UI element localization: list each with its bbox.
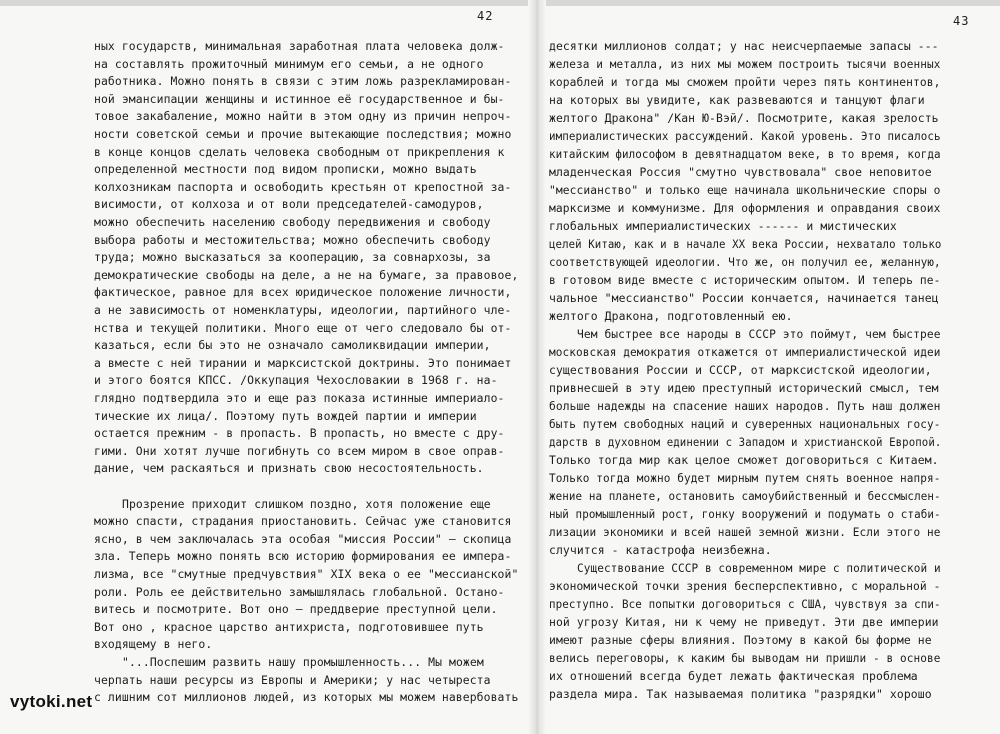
text-line: экономической точки зрения бесперспективно, с моральной - bbox=[549, 579, 941, 593]
page-number-right: 43 bbox=[953, 14, 970, 28]
text-line: ной эмансипации женщины и истинное её государственное и бы- bbox=[94, 91, 505, 106]
text-line: железа и металла, из них мы можем построить тысячи военных bbox=[549, 57, 941, 71]
text-line: московская демократия откажется от империалистической идеи bbox=[549, 345, 941, 359]
text-line: можно обеспечить населению свободу передвижения и свободу bbox=[94, 215, 491, 229]
text-line: в конце концов сделать человека свободным от прикрепления к bbox=[94, 144, 505, 159]
text-line: глядно подтвердила это и еще раз показа истинные империало- bbox=[94, 391, 505, 405]
text-line: десятки миллионов солдат; у нас неисчерпаемые запасы --- bbox=[549, 39, 939, 53]
text-line: черпать наши ресурсы из Европы и Америки; у нас четыреста bbox=[94, 672, 491, 687]
text-line: Существование СССР в современном мире с политической и bbox=[577, 561, 941, 575]
text-line: их отношений всегда будет лежать фактическая проблема bbox=[549, 669, 918, 683]
text-line: остается прежним - в пропасть. В пропасть, но вместе с дру- bbox=[94, 426, 505, 441]
text-line: ной угрозу Китая, ни к чему не приведут. Эти две империи bbox=[549, 615, 939, 629]
text-line: "...Поспешим развить нашу промышленность... Мы можем bbox=[122, 655, 484, 669]
book-fold bbox=[528, 0, 546, 734]
text-line: желтого Дракона, подготовленный ею. bbox=[549, 309, 793, 323]
text-line: входящему в него. bbox=[94, 637, 213, 652]
text-line: лизма, все "смутные предчувствия" XIX века о ее "мессианской" bbox=[94, 567, 519, 581]
text-line: висимости, от колхоза и от воли председателей-самодуров, bbox=[94, 197, 484, 212]
text-line: дание, чем раскаяться и признать свою несостоятельность. bbox=[94, 461, 484, 476]
text-line: казаться, если бы это не означало самоликвидации империи, bbox=[94, 338, 491, 353]
text-line: зла. Теперь можно понять всю историю формирования ее импера- bbox=[94, 549, 512, 564]
text-line: Прозрение приходит слишком поздно, хотя положение еще bbox=[122, 496, 491, 511]
text-line: ясно, в чем заключалась эта особая "миссия России" — скопица bbox=[94, 531, 512, 546]
text-line: марксизме и коммунизме. Для оформления и оправдания своих bbox=[549, 201, 941, 215]
text-line: роли. Роль ее действительно замышлялась глобальной. Остано- bbox=[94, 584, 505, 599]
text-line: Только тогда можно будет мирным путем снять военное напря- bbox=[549, 471, 941, 485]
text-line: ности советской семьи и прочие вытекающие последствия; можно bbox=[94, 127, 512, 141]
text-line: работника. Можно понять в связи с этим ложь разрекламирован- bbox=[94, 74, 512, 89]
text-line: существования России и СССР, от марксистской идеологии, bbox=[549, 363, 932, 377]
text-line: ный промышленный рост, гонку вооружений и подумать о стаби- bbox=[549, 507, 941, 521]
text-line: тические их лица/. Поэтому путь вождей партии и империи bbox=[94, 408, 477, 423]
text-line: случится - катастрофа неизбежна. bbox=[549, 543, 772, 557]
text-line: а не зависимость от номенклатуры, идеологии, партийного чле- bbox=[94, 303, 512, 317]
scan-top-edge bbox=[0, 0, 1000, 6]
text-line: привнесшей в эту идею преступный исторический смысл, тем bbox=[549, 381, 939, 395]
text-line: дарств в духовном единении с Западом и христианской Европой. bbox=[549, 435, 942, 449]
text-line: глобальных империалистических ------ и мистических bbox=[549, 219, 897, 233]
text-line: Только тогда мир как целое сможет договориться с Китаем. bbox=[549, 453, 939, 467]
text-line: раздела мира. Так называемая политика "разрядки" хорошо bbox=[549, 687, 932, 701]
watermark: vytoki.net bbox=[10, 692, 93, 711]
text-line: ных государств, минимальная заработная плата человека долж- bbox=[94, 39, 505, 53]
text-line: витесь и посмотрите. Вот оно — преддверие преступной цели. bbox=[94, 602, 498, 617]
text-line: в готовом виде вместе с историческим опытом. И теперь пе- bbox=[549, 273, 941, 287]
text-line: целей Китаю, как и в начале XX века России, нехватало только bbox=[549, 237, 942, 251]
text-line: с лишним сот миллионов людей, из которых мы можем навербовать bbox=[94, 690, 519, 705]
text-line: нства и текущей политики. Много еще от чего следовало бы от- bbox=[94, 320, 512, 335]
text-line: преступно. Все попытки договориться с США, чувствуя за спи- bbox=[549, 597, 941, 611]
text-line: имеют разные сферы влияния. Поэтому в какой бы форме не bbox=[549, 633, 932, 647]
text-line: можно спасти, страдания приостановить. Сейчас уже становится bbox=[94, 514, 512, 529]
text-line: жение на планете, остановить самоубийственный и бессмыслен- bbox=[549, 489, 941, 503]
text-line: Вот оно , красное царство антихриста, подготовившее путь bbox=[94, 619, 484, 634]
page-number-left: 42 bbox=[477, 9, 494, 23]
text-line: Чем быстрее все народы в СССР это поймут, чем быстрее bbox=[577, 327, 941, 341]
text-line: на составлять прожиточный минимум его семьи, а не одного bbox=[94, 56, 484, 71]
text-line: "мессианство" и только еще начинала школьнические споры о bbox=[549, 183, 941, 197]
text-line: выбора работы и местожительства; можно обеспечить свободу bbox=[94, 232, 491, 247]
text-line: фактическое, равное для всех юридическое положение личности, bbox=[94, 285, 512, 300]
text-line: кораблей и тогда мы сможем пройти через пять континентов, bbox=[549, 75, 941, 89]
text-line: а вместе с ней тирании и марксистской доктрины. Это понимает bbox=[94, 355, 512, 370]
text-line: империалистических рассуждений. Какой уровень. Это писалось bbox=[549, 129, 941, 143]
text-line: демократические свободы на деле, а не на бумаге, за правовое, bbox=[94, 267, 519, 282]
text-line: соответствующей идеологии. Что же, он получил ее, желанную, bbox=[549, 255, 941, 269]
text-line: определенной местности под видом прописки, можно выдать bbox=[94, 162, 477, 177]
text-line: чальное "мессианство" России кончается, начинается танец bbox=[549, 291, 939, 305]
text-line: лизации экономики и всей нашей земной жизни. Если этого не bbox=[549, 525, 941, 539]
text-line: быть путем свободных наций и суверенных национальных госу- bbox=[549, 417, 941, 431]
text-line: больше надежды на спасение наших народов. Путь наш должен bbox=[549, 399, 941, 413]
text-line: гими. Они хотят лучше погибнуть со всем миром в свое оправ- bbox=[94, 443, 505, 458]
text-line: велись переговоры, к каким бы выводам ни пришли - в основе bbox=[549, 651, 941, 665]
text-line: на которых вы увидите, как развеваются и танцуют флаги bbox=[549, 93, 925, 107]
text-line: товое закабаление, можно найти в этом одну из причин непроч- bbox=[94, 109, 512, 124]
text-line: колхозникам паспорта и освободить крестьян от крепостной за- bbox=[94, 179, 512, 194]
text-line: и этого боятся КПСС. /Оккупация Чехословакии в 1968 г. на- bbox=[94, 373, 498, 388]
text-line: китайским философом в девятнадцатом веке, в то время, когда bbox=[549, 147, 941, 161]
text-line: желтого Дракона" /Кан Ю-Вэй/. Посмотрите, какая зрелость bbox=[549, 111, 939, 125]
text-line: младенческая Россия "смутно чувствовала" свое неповитое bbox=[549, 165, 932, 179]
text-line: труда; можно высказаться за кооперацию, за совнархозы, за bbox=[94, 250, 491, 265]
